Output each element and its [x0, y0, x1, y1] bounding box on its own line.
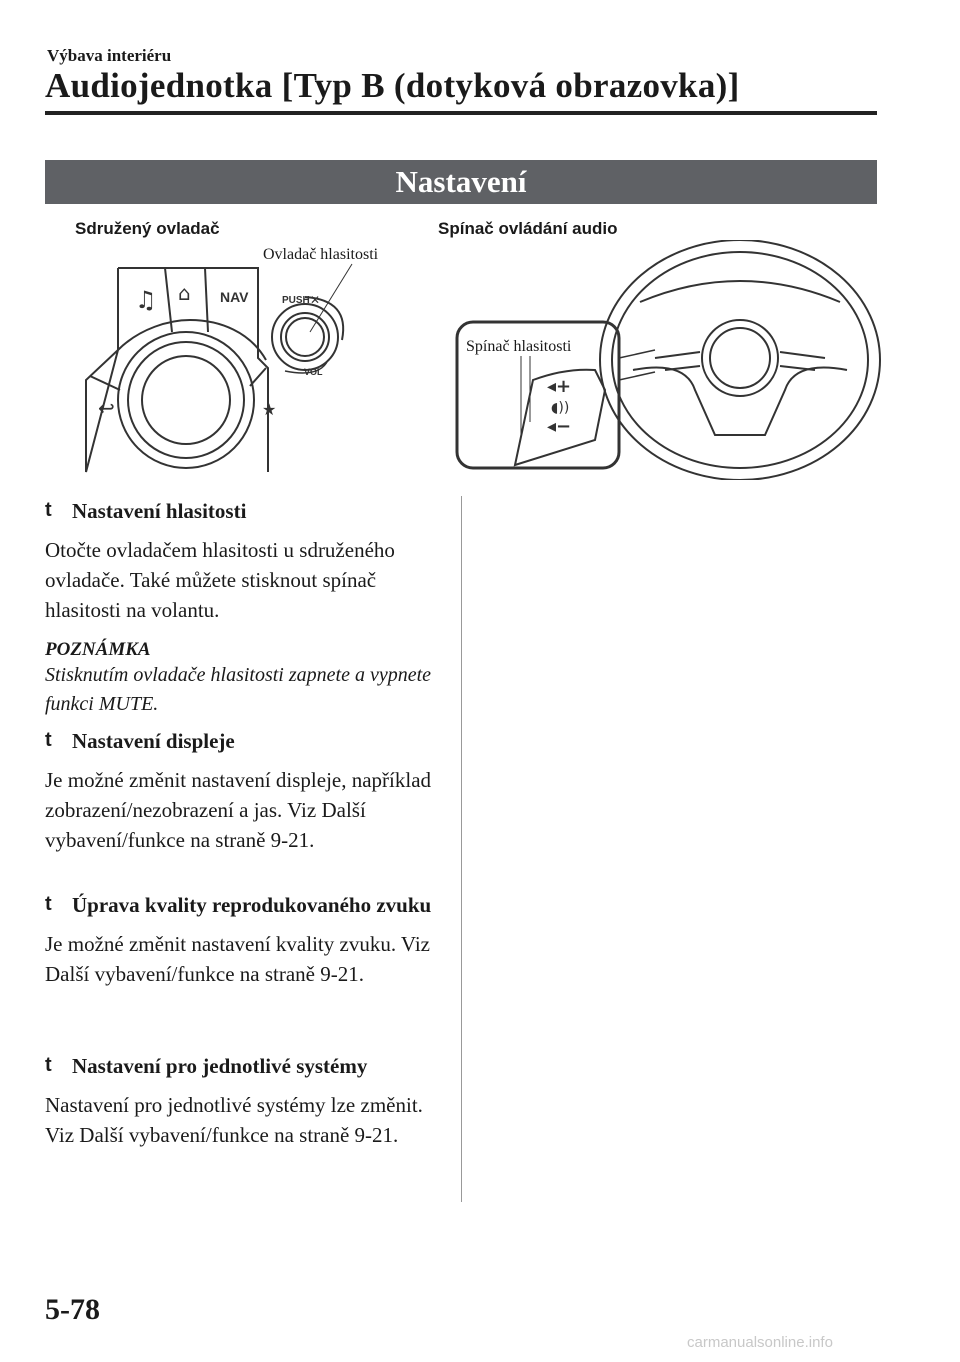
commander-knob-inner	[142, 356, 230, 444]
page-title: Audiojednotka [Typ B (dotyková obrazovka)]	[45, 66, 740, 105]
note-text: Stisknutím ovladače hlasitosti zapnete a vypnete funkci MUTE.	[45, 664, 432, 715]
steering-wheel-illustration	[455, 240, 885, 480]
volume-down-icon: ◂−	[547, 416, 572, 437]
section-heading: Nastavení displeje	[72, 729, 235, 753]
push-text: PUSH	[282, 295, 310, 306]
section-systems	[45, 1054, 435, 1150]
section-sound-quality	[45, 893, 435, 989]
voice-icon: ◖))	[551, 400, 570, 416]
section-heading: Úprava kvality reprodukovaného zvuku	[72, 893, 432, 917]
section-body: Nastavení pro jednotlivé systémy lze změnit. Viz Další vybavení/funkce na straně 9-21.	[45, 1093, 423, 1147]
music-icon: ♫	[135, 286, 157, 314]
home-icon: ⌂	[178, 281, 191, 305]
section-body: Je možné změnit nastavení kvality zvuku. Viz Další vybavení/funkce na straně 9-21.	[45, 932, 430, 986]
section-body: Je možné změnit nastavení displeje, například zobrazení/nezobrazení a jas. Viz Další vybavení/funkce na straně 9-21.	[45, 768, 432, 852]
steering-wheel-rim	[600, 240, 880, 480]
volume-up-icon: ◂+	[547, 376, 572, 397]
volume-knob-callout: Ovladač hlasitosti	[263, 246, 379, 263]
section-display	[45, 729, 435, 855]
section-heading: Nastavení pro jednotlivé systémy	[72, 1054, 368, 1078]
volume-switch-callout: Spínač hlasitosti	[466, 338, 572, 355]
section-marker: t	[45, 499, 52, 521]
section-volume	[45, 499, 435, 719]
figure-left-label: Sdružený ovladač	[75, 219, 220, 238]
section-heading: Nastavení hlasitosti	[72, 499, 247, 523]
nav-button-text: NAV	[220, 289, 249, 305]
section-marker: t	[45, 729, 52, 751]
mute-icon: ✕	[310, 293, 321, 307]
title-rule	[45, 111, 877, 115]
page-number: 5-78	[45, 1293, 100, 1326]
commander-knob-outer	[118, 332, 254, 468]
column-divider	[461, 496, 462, 1202]
section-banner: Nastavení	[45, 160, 877, 204]
section-marker: t	[45, 1054, 52, 1076]
footer-watermark: carmanualsonline.info	[687, 1334, 833, 1351]
note-heading: POZNÁMKA	[45, 639, 151, 660]
vol-text: VOL	[304, 367, 323, 377]
section-body: Otočte ovladačem hlasitosti u sdruženého ovladače. Také můžete stisknout spínač hlasitosti na volantu.	[45, 538, 395, 622]
steering-wheel-hub	[702, 320, 778, 396]
section-marker: t	[45, 893, 52, 915]
figure-right-label: Spínač ovládání audio	[438, 219, 618, 238]
breadcrumb: Výbava interiéru	[47, 46, 172, 65]
commander-control-illustration	[60, 240, 420, 480]
back-icon: ↩	[98, 396, 115, 420]
favorite-icon: ★	[262, 400, 277, 419]
